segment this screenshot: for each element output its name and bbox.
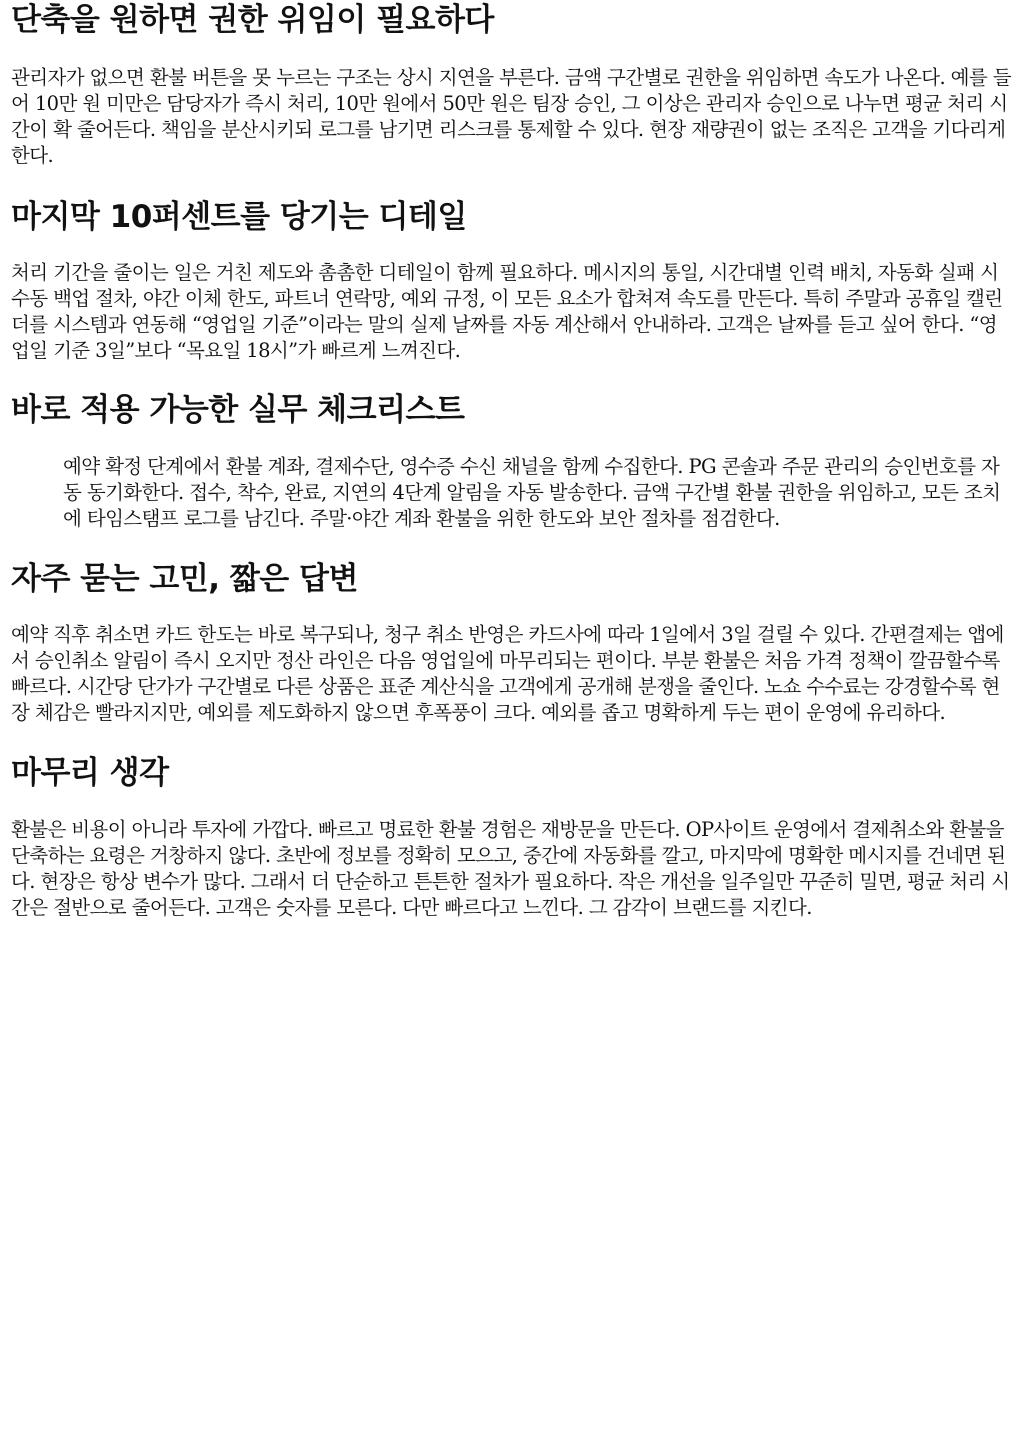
- section-heading-faq: 자주 묻는 고민, 짧은 답변: [11, 561, 358, 597]
- section-paragraph-faq: 예약 직후 취소면 카드 한도는 바로 복구되나, 청구 취소 반영은 카드사에 따라 1일에서 3일 걸릴 수 있다. 간편결제는 앱에서 승인취소 알림이 즉시 오지만 정산 라인은 다음 영업일에 마무리되는 편이다. 부분 환불은 처음 가격 정책이 깔끔할수록 빠르다. 시간당 단가가 구간별로 다른 상품은 표준 계산식을 고객에게 공개해 분쟁을 줄인다. 노쇼 수수료는 강경할수록 현장 체감은 빨라지지만, 예외를 제도화하지 않으면 후폭풍이 크다. 예외를 좁고 명확하게 두는 편이 운영에 유리하다.: [11, 623, 1004, 724]
- section-paragraph-conclusion: 환불은 비용이 아니라 투자에 가깝다. 빠르고 명료한 환불 경험은 재방문을 만든다. OP사이트 운영에서 결제취소와 환불을 단축하는 요령은 거창하지 않다. 초반에 정보를 정확히 모으고, 중간에 자동화를 깔고, 마지막에 명확한 메시지를 건네면 된다. 현장은 항상 변수가 많다. 그래서 더 단순하고 튼튼한 절차가 필요하다. 작은 개선을 일주일만 꾸준히 밀면, 평균 처리 시간은 절반으로 줄어든다. 고객은 숫자를 모른다. 다만 빠르다고 느낀다. 그 감각이 브랜드를 지킨다.: [11, 818, 1010, 919]
- section-heading-delegation: 단축을 원하면 권한 위임이 필요하다: [11, 2, 494, 38]
- section-paragraph-delegation: 관리자가 없으면 환불 버튼을 못 누르는 구조는 상시 지연을 부른다. 금액 구간별로 권한을 위임하면 속도가 나온다. 예를 들어 10만 원 미만은 담당자가 즉시 처리, 10만 원에서 50만 원은 팀장 승인, 그 이상은 관리자 승인으로 나누면 평균 처리 시간이 확 줄어든다. 책임을 분산시키되 로그를 남기면 리스크를 통제할 수 있다. 현장 재량권이 없는 조직은 고객을 기다리게 한다.: [11, 66, 1011, 167]
- section-heading-checklist: 바로 적용 가능한 실무 체크리스트: [11, 392, 465, 428]
- section-heading-conclusion: 마무리 생각: [11, 755, 169, 791]
- section-heading-details: 마지막 10퍼센트를 당기는 디테일: [11, 199, 467, 235]
- section-paragraph-details: 처리 기간을 줄이는 일은 거친 제도와 촘촘한 디테일이 함께 필요하다. 메시지의 통일, 시간대별 인력 배치, 자동화 실패 시 수동 백업 절차, 야간 이체 한도, 파트너 연락망, 예외 규정, 이 모든 요소가 합쳐져 속도를 만든다. 특히 주말과 공휴일 캘린더를 시스템과 연동해 “영업일 기준”이라는 말의 실제 날짜를 자동 계산해서 안내하라. 고객은 날짜를 듣고 싶어 한다. “영업일 기준 3일”보다 “목요일 18시”가 빠르게 느껴진다.: [11, 261, 1003, 362]
- checklist-blockquote: 예약 확정 단계에서 환불 계좌, 결제수단, 영수증 수신 채널을 함께 수집한다. PG 콘솔과 주문 관리의 승인번호를 자동 동기화한다. 접수, 착수, 완료, 지연의 4단계 알림을 자동 발송한다. 금액 구간별 환불 권한을 위임하고, 모든 조치에 타임스탬프 로그를 남긴다. 주말·야간 계좌 환불을 위한 한도와 보안 절차를 점검한다.: [63, 455, 1001, 530]
